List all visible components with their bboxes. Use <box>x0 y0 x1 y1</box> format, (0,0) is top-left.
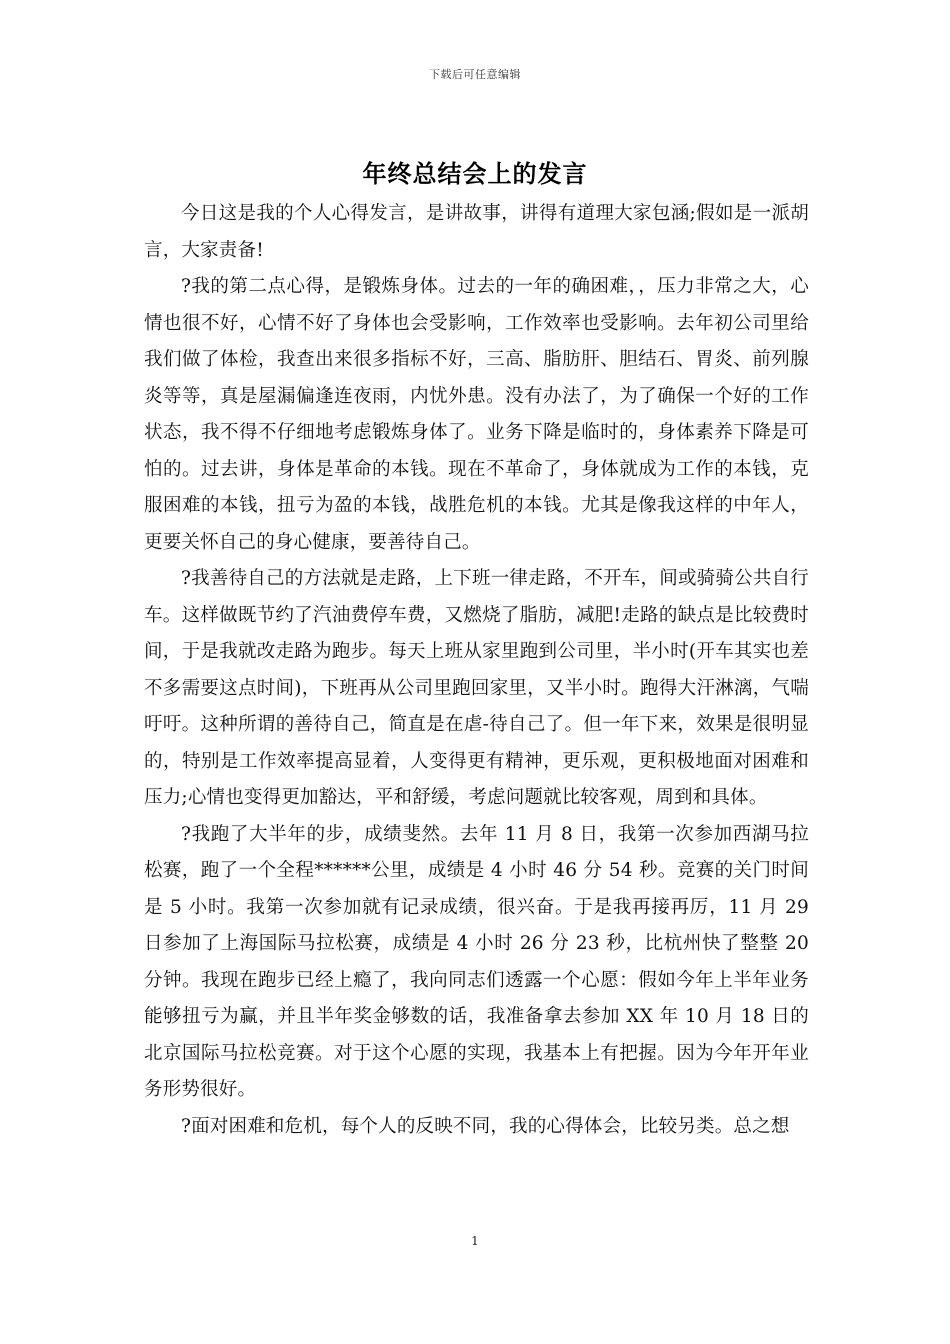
document-title: 年终总结会上的发言 <box>362 160 588 188</box>
paragraph-marathon: ?我跑了大半年的步，成绩斐然。去年 11 月 8 日，我第一次参加西湖马拉松赛，跑了一个全程******公里，成绩是 4 小时 46 分 54 秒。竞赛的关门时间是 5 小时。我第一次参加就有记录成绩，很兴奋。于是我再接再厉，11 月 29 日参加了上海国际马拉松赛，成绩是 4 小时 26 分 23 秒，比杭州快了整整 20 分钟。我现在跑步已经上瘾了，我向同志们透露一个心愿：假如今年上半年业务能够扭亏为赢，并且半年奖金够数的话，我准备拿去参加 XX 年 10 月 18 日的北京国际马拉松竞赛。对于这个心愿的实现，我基本上有把握。因为今年开年业务形势很好。 <box>144 823 809 1100</box>
paragraph-intro: 今日这是我的个人心得发言，是讲故事，讲得有道理大家包涵;假如是一派胡言，大家责备! <box>144 203 809 261</box>
header-note: 下载后可任意编辑 <box>429 68 521 81</box>
paragraph-crisis: ?面对困难和危机，每个人的反映不同，我的心得体会，比较另类。总之想 <box>181 1115 790 1137</box>
page-number: 1 <box>471 1234 479 1248</box>
paragraph-exercise: ?我的第二点心得，是锻炼身体。过去的一年的确困难，，压力非常之大，心情也很不好，心情不好了身体也会受影响，工作效率也受影响。去年初公司里给我们做了体检，我查出来很多指标不好，三高、脂肪肝、胆结石、胃炎、前列腺炎等等，真是屋漏偏逢连夜雨，内忧外患。没有办法了，为了确保一个好的工作状态，我不得不仔细地考虑锻炼身体了。业务下降是临时的，身体素养下降是可怕的。过去讲，身体是革命的本钱。现在不革命了，身体就成为工作的本钱，克服困难的本钱，扭亏为盈的本钱，战胜危机的本钱。尤其是像我这样的中年人，更要关怀自己的身心健康，要善待自己。 <box>144 276 809 553</box>
paragraph-walking: ?我善待自己的方法就是走路，上下班一律走路，不开车，间或骑骑公共自行车。这样做既节约了汽油费停车费，又燃烧了脂肪，减肥!走路的缺点是比较费时间，于是我就改走路为跑步。每天上班从家里跑到公司里，半小时(开车其实也差不多需要这点时间)，下班再从公司里跑回家里，又半小时。跑得大汗淋漓，气喘吁吁。这种所谓的善待自己，简直是在虐-待自己了。但一年下来，效果是很明显的，特别是工作效率提高显着，人变得更有精神，更乐观，更积极地面对困难和压力;心情也变得更加豁达，平和舒缓，考虑问题就比较客观，周到和具体。 <box>144 568 809 808</box>
document-body <box>144 196 809 1145</box>
